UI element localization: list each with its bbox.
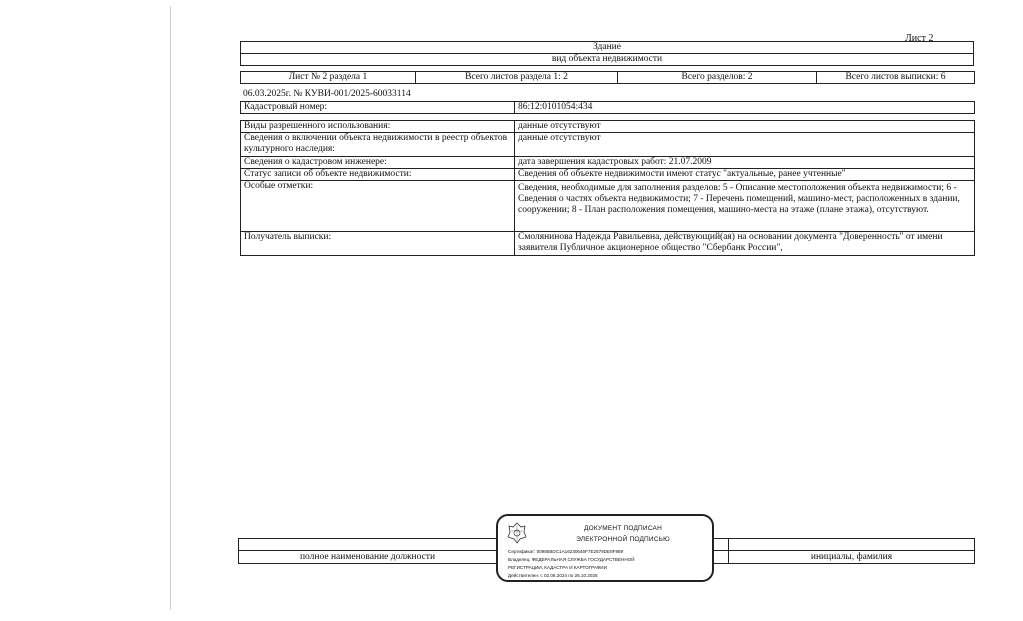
row-label: Статус записи об объекте недвижимости: xyxy=(241,169,515,181)
electronic-signature-stamp xyxy=(496,514,714,582)
row-value: Смолянинова Надежда Равильевна, действующий(ая) на основании документа "Доверенность" от имени заявителя Публичное акционерное общество "Сбербанк России", xyxy=(515,232,975,256)
row-label: Получатель выписки: xyxy=(241,232,515,256)
row-value: Сведения об объекте недвижимости имеют статус "актуальные, ранее учтенные" xyxy=(515,169,975,181)
table-row xyxy=(241,181,975,232)
stamp-owner-line1: Владелец: ФЕДЕРАЛЬНАЯ СЛУЖБА ГОСУДАРСТВЕННОЙ xyxy=(508,557,635,562)
sheet-section: Лист № 2 раздела 1 xyxy=(241,72,416,84)
name-field xyxy=(729,539,975,551)
object-type: вид объекта недвижимости xyxy=(241,54,974,66)
position-label: полное наименование должности xyxy=(239,551,497,564)
table-row xyxy=(241,121,975,133)
position-field xyxy=(239,539,497,551)
total-section-sheets: Всего листов раздела 1: 2 xyxy=(416,72,618,84)
registration-number: 06.03.2025г. № КУВИ-001/2025-60033114 xyxy=(243,89,411,99)
row-value: данные отсутствуют xyxy=(515,121,975,133)
row-label: Сведения о кадастровом инженере: xyxy=(241,157,515,169)
row-value: данные отсутствуют xyxy=(515,133,975,157)
stamp-title-line1: ДОКУМЕНТ ПОДПИСАН xyxy=(584,525,662,532)
row-value: Сведения, необходимые для заполнения разделов: 5 - Описание местоположения объекта недвижимости; 6 - Сведения о частях объекта недвижимости; 7 - Перечень помещений, машино-мест, расположенных в здании, сооружении; 8 - План расположения помещения, машино-места на этаже (плане этажа), отсутствуют. xyxy=(515,181,975,232)
scan-edge-line xyxy=(170,6,171,610)
total-sections: Всего разделов: 2 xyxy=(618,72,817,84)
coat-of-arms-icon xyxy=(506,521,528,545)
details-table xyxy=(240,120,975,256)
stamp-certificate: Сертификат: 00985BDC1A16230645F7E2579DE8F889 xyxy=(508,549,624,554)
cadastral-label: Кадастровый номер: xyxy=(241,102,515,114)
total-extract-sheets: Всего листов выписки: 6 xyxy=(817,72,975,84)
sheet-label: Лист 2 xyxy=(905,33,934,44)
cadastral-value: 86:12:0101054:434 xyxy=(515,102,975,114)
name-label: инициалы, фамилия xyxy=(729,551,975,564)
row-label: Виды разрешенного использования: xyxy=(241,121,515,133)
stamp-owner-line2: РЕГИСТРАЦИИ, КАДАСТРА И КАРТОГРАФИИ xyxy=(508,565,607,570)
table-row xyxy=(241,157,975,169)
stamp-title-line2: ЭЛЕКТРОННОЙ ПОДПИСЬЮ xyxy=(576,536,670,543)
object-header-table xyxy=(240,41,974,66)
table-row xyxy=(241,232,975,256)
row-label: Сведения о включении объекта недвижимости в реестр объектов культурного наследия: xyxy=(241,133,515,157)
object-name: Здание xyxy=(241,42,974,54)
cadastral-number-table xyxy=(240,101,975,114)
table-row xyxy=(241,169,975,181)
stamp-validity: Действителен: с 02.08.2024 по 26.10.2025 xyxy=(508,573,598,578)
row-value: дата завершения кадастровых работ: 21.07.2009 xyxy=(515,157,975,169)
sheet-info-table xyxy=(240,71,975,84)
row-label: Особые отметки: xyxy=(241,181,515,232)
table-row xyxy=(241,133,975,157)
